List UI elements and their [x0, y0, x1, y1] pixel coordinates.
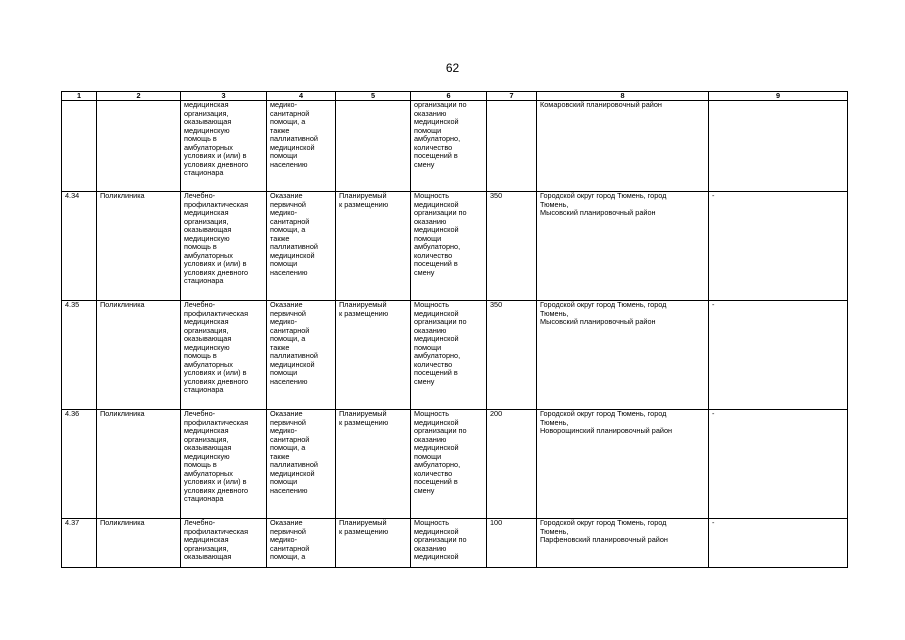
document-table [61, 91, 848, 568]
table-cell: - [709, 301, 848, 410]
table-cell: Поликлиника [97, 192, 181, 301]
table-row [62, 519, 848, 568]
table-cell: Лечебно- профилактическая медицинская организация, оказывающая медицинскую помощь в амбулаторных условиях и (или) в условиях дневного стационара [181, 410, 267, 519]
table-row [62, 101, 848, 192]
column-header: 7 [487, 92, 537, 101]
column-header: 2 [97, 92, 181, 101]
page-number: 62 [445, 61, 460, 75]
table-cell: Мощность медицинской организации по оказанию медицинской помощи амбулаторно, количество посещений в смену [411, 192, 487, 301]
column-header: 1 [62, 92, 97, 101]
table-cell: Лечебно- профилактическая медицинская организация, оказывающая [181, 519, 267, 568]
column-header: 8 [537, 92, 709, 101]
table-cell: 200 [487, 410, 537, 519]
table-cell: Лечебно- профилактическая медицинская организация, оказывающая медицинскую помощь в амбулаторных условиях и (или) в условиях дневного стационара [181, 301, 267, 410]
table-cell: Мощность медицинской организации по оказанию медицинской помощи амбулаторно, количество посещений в смену [411, 410, 487, 519]
table-cell: 4.37 [62, 519, 97, 568]
column-header: 3 [181, 92, 267, 101]
table-row [62, 301, 848, 410]
table-row [62, 192, 848, 301]
table-row [62, 410, 848, 519]
table-cell: Городской округ город Тюмень, город Тюмень, Новорощинский планировочный район [537, 410, 709, 519]
table-cell: Поликлиника [97, 301, 181, 410]
table-cell: - [709, 192, 848, 301]
table-cell [709, 101, 848, 192]
table-cell [336, 101, 411, 192]
table-cell: Городской округ город Тюмень, город Тюмень, Мысовский планировочный район [537, 301, 709, 410]
table-cell: - [709, 519, 848, 568]
table-cell: - [709, 410, 848, 519]
table-cell: медицинская организация, оказывающая медицинскую помощь в амбулаторных условиях и (или) в условиях дневного стационара [181, 101, 267, 192]
table-cell: Планируемый к размещению [336, 192, 411, 301]
table-cell [62, 101, 97, 192]
table-cell: Городской округ город Тюмень, город Тюмень, Мысовский планировочный район [537, 192, 709, 301]
table-cell: 350 [487, 192, 537, 301]
table-cell [487, 101, 537, 192]
column-header: 4 [267, 92, 336, 101]
table-cell: Поликлиника [97, 410, 181, 519]
header-row [62, 92, 848, 101]
table-cell: Оказание первичной медико- санитарной помощи, а также паллиативной медицинской помощи населению [267, 192, 336, 301]
table-cell: Планируемый к размещению [336, 519, 411, 568]
table-cell: Планируемый к размещению [336, 410, 411, 519]
table-cell: Оказание первичной медико- санитарной помощи, а также паллиативной медицинской помощи населению [267, 301, 336, 410]
column-header: 5 [336, 92, 411, 101]
table-cell: организации по оказанию медицинской помощи амбулаторно, количество посещений в смену [411, 101, 487, 192]
table-cell: 4.34 [62, 192, 97, 301]
table-cell: Планируемый к размещению [336, 301, 411, 410]
table-cell [97, 101, 181, 192]
table-cell: 350 [487, 301, 537, 410]
column-header: 6 [411, 92, 487, 101]
table-cell: Поликлиника [97, 519, 181, 568]
table-cell: Оказание первичной медико- санитарной помощи, а также паллиативной медицинской помощи населению [267, 410, 336, 519]
table-cell: Оказание первичной медико- санитарной помощи, а [267, 519, 336, 568]
table-cell: 4.36 [62, 410, 97, 519]
table-cell: 100 [487, 519, 537, 568]
table-cell: Мощность медицинской организации по оказанию медицинской [411, 519, 487, 568]
column-header: 9 [709, 92, 848, 101]
table-cell: Лечебно- профилактическая медицинская организация, оказывающая медицинскую помощь в амбулаторных условиях и (или) в условиях дневного стационара [181, 192, 267, 301]
table-cell: 4.35 [62, 301, 97, 410]
table-cell: Мощность медицинской организации по оказанию медицинской помощи амбулаторно, количество посещений в смену [411, 301, 487, 410]
table-cell: Городской округ город Тюмень, город Тюмень, Парфеновский планировочный район [537, 519, 709, 568]
table-cell: медико- санитарной помощи, а также паллиативной медицинской помощи населению [267, 101, 336, 192]
table-cell: Комаровский планировочный район [537, 101, 709, 192]
